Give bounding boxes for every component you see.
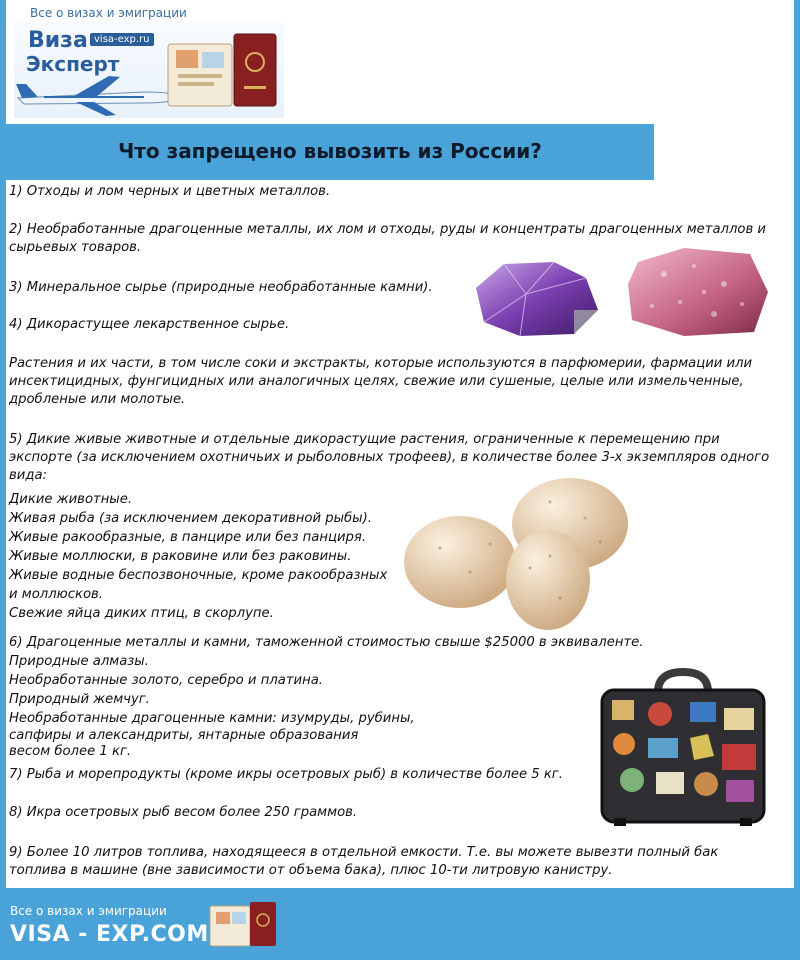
wild-bird-eggs-image — [400, 472, 630, 632]
footer-logo-link[interactable]: VISA - EXP.COM — [10, 922, 209, 947]
site-logo[interactable] — [14, 22, 284, 118]
airplane-icon — [14, 72, 184, 118]
suitcase-with-stickers-image — [598, 668, 768, 828]
pink-crystal-stone-image — [624, 244, 774, 340]
logo-word-visa: Виза — [28, 28, 88, 53]
item-5-line-2: экспорте (за исключением охотничьих и рыболовных трофеев), в количестве более 3-х экземпляров одного — [9, 450, 770, 465]
precious-line-3: Природный жемчуг. — [9, 692, 150, 707]
precious-line-5: сапфиры и александриты, янтарные образования — [9, 728, 359, 743]
precious-line-1: Природные алмазы. — [9, 654, 149, 669]
precious-line-4: Необработанные драгоценные камни: изумруды, рубины, — [9, 711, 415, 726]
footer-passports-illustration — [208, 898, 278, 950]
item-8: 8) Икра осетровых рыб весом более 250 граммов. — [9, 805, 358, 820]
animals-line-7: Свежие яйца диких птиц, в скорлупе. — [9, 606, 274, 621]
animals-line-3: Живые ракообразные, в панцире или без панциря. — [9, 530, 367, 545]
plants-line-2: инсектицидных, фунгицидных или аналогичных целях, свежие или сушеные, целые или измельченные, — [9, 374, 744, 389]
item-3: 3) Минеральное сырье (природные необработанные камни). — [9, 280, 433, 295]
animals-line-5: Живые водные беспозвоночные, кроме ракообразных — [9, 568, 388, 583]
item-5-line-3: вида: — [9, 468, 47, 483]
plants-line-1: Растения и их части, в том числе соки и экстракты, которые используются в парфюмерии, фармации или — [9, 356, 753, 371]
header-tagline: Все о визах и эмиграции — [30, 6, 187, 20]
plants-line-3: дробленые или молотые. — [9, 392, 186, 407]
amethyst-stone-image — [470, 258, 602, 340]
animals-line-2: Живая рыба (за исключением декоративной рыбы). — [9, 511, 372, 526]
item-2-line-2: сырьевых товаров. — [9, 240, 142, 255]
item-9-line-1: 9) Более 10 литров топлива, находящееся в отдельной емкости. Т.е. вы можете вывезти полный бак — [9, 845, 719, 860]
item-4: 4) Дикорастущее лекарственное сырье. — [9, 317, 290, 332]
item-6: 6) Драгоценные металлы и камни, таможенной стоимостью свыше $25000 в эквиваленте. — [9, 635, 644, 650]
precious-line-6: весом более 1 кг. — [9, 744, 132, 759]
item-5-line-1: 5) Дикие живые животные и отдельные дикорастущие растения, ограниченные к перемещению при — [9, 432, 720, 447]
footer-tagline: Все о визах и эмиграции — [10, 904, 167, 918]
item-1: 1) Отходы и лом черных и цветных металлов. — [9, 184, 331, 199]
animals-line-6: и моллюсков. — [9, 587, 103, 602]
passports-illustration — [164, 30, 284, 114]
logo-word-expert: Эксперт — [26, 52, 120, 76]
precious-line-2: Необработанные золото, серебро и платина. — [9, 673, 323, 688]
item-7: 7) Рыба и морепродукты (кроме икры осетровых рыб) в количестве более 5 кг. — [9, 767, 563, 782]
title-banner — [6, 124, 654, 180]
animals-line-1: Дикие животные. — [9, 492, 133, 507]
logo-domain-badge: visa-exp.ru — [90, 33, 154, 46]
animals-line-4: Живые моллюски, в раковине или без раковины. — [9, 549, 352, 564]
item-9-line-2: топлива в машине (вне зависимости от объема бака), плюс 10-ти литровую канистру. — [9, 863, 613, 878]
page-title: Что запрещено вывозить из России? — [118, 139, 542, 163]
footer-banner — [0, 888, 800, 960]
item-2-line-1: 2) Необработанные драгоценные металлы, их лом и отходы, руды и концентраты драгоценных металлов и — [9, 222, 766, 237]
